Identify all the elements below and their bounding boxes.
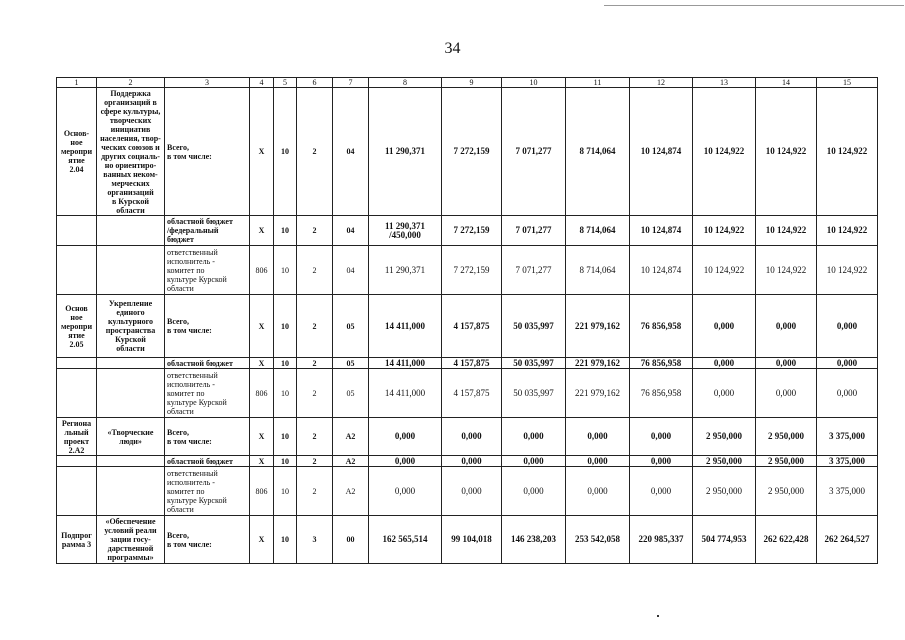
- header-row: [57, 78, 878, 88]
- table-cell: 10 124,922: [817, 246, 878, 295]
- table-row: [57, 216, 878, 246]
- table-cell: 10 124,874: [630, 88, 693, 216]
- table-cell: 2: [297, 216, 333, 246]
- table-cell: 162 565,514: [369, 516, 442, 564]
- table-cell: 4 157,875: [442, 358, 502, 369]
- table-cell: 2: [297, 456, 333, 467]
- table-cell: 05: [333, 295, 369, 358]
- table-cell: 10 124,922: [756, 88, 817, 216]
- table-cell: 10 124,922: [693, 88, 756, 216]
- budget-table: [56, 77, 878, 564]
- column-header: 7: [333, 78, 369, 88]
- table-cell: 04: [333, 88, 369, 216]
- table-cell: 10: [274, 467, 297, 516]
- table-cell: Основ ное меропри ятие 2.05: [57, 295, 97, 358]
- table-cell: 0,000: [817, 295, 878, 358]
- table-cell: [57, 358, 97, 369]
- table-cell: 7 272,159: [442, 246, 502, 295]
- table-cell: Укрепление единого культурного пространства Курской области: [97, 295, 165, 358]
- table-cell: 253 542,058: [566, 516, 630, 564]
- table-row: [57, 295, 878, 358]
- table-cell: 10 124,922: [756, 246, 817, 295]
- table-cell: «Обеспечение условий реали зации госу- дарственной программы»: [97, 516, 165, 564]
- table-cell: [97, 216, 165, 246]
- table-cell: 4 157,875: [442, 295, 502, 358]
- column-header: 13: [693, 78, 756, 88]
- table-cell: 0,000: [566, 456, 630, 467]
- table-cell: 0,000: [502, 418, 566, 456]
- column-header: 11: [566, 78, 630, 88]
- table-cell: 3 375,000: [817, 456, 878, 467]
- table-cell: [57, 246, 97, 295]
- table-cell: Х: [250, 295, 274, 358]
- table-cell: 10: [274, 418, 297, 456]
- column-header: 12: [630, 78, 693, 88]
- table-cell: 0,000: [693, 369, 756, 418]
- table-cell: 50 035,997: [502, 358, 566, 369]
- table-cell: Х: [250, 456, 274, 467]
- page-number: 34: [444, 40, 461, 57]
- table-cell: 3 375,000: [817, 418, 878, 456]
- table-cell: областной бюджет: [165, 456, 250, 467]
- table-cell: 262 622,428: [756, 516, 817, 564]
- column-header: 6: [297, 78, 333, 88]
- table-cell: 11 290,371 /450,000: [369, 216, 442, 246]
- table-cell: 0,000: [369, 418, 442, 456]
- table-cell: [97, 358, 165, 369]
- table-cell: 2: [297, 88, 333, 216]
- column-header: 1: [57, 78, 97, 88]
- table-cell: ответственный исполнитель - комитет по культуре Курской области: [165, 369, 250, 418]
- table-body: [57, 88, 878, 564]
- table-cell: 0,000: [502, 456, 566, 467]
- table-cell: 00: [333, 516, 369, 564]
- table-cell: 2: [297, 418, 333, 456]
- table-cell: 2 950,000: [693, 456, 756, 467]
- table-cell: 10: [274, 246, 297, 295]
- table-cell: [57, 456, 97, 467]
- table-cell: Всего, в том числе:: [165, 88, 250, 216]
- table-cell: Региона льный проект 2.А2: [57, 418, 97, 456]
- table-cell: 05: [333, 369, 369, 418]
- table-cell: 0,000: [817, 369, 878, 418]
- table-cell: 504 774,953: [693, 516, 756, 564]
- table-cell: ответственный исполнитель - комитет по культуре Курской области: [165, 467, 250, 516]
- table-cell: 0,000: [442, 467, 502, 516]
- table-cell: 220 985,337: [630, 516, 693, 564]
- table-row: [57, 418, 878, 456]
- table-cell: [57, 216, 97, 246]
- table-cell: 14 411,000: [369, 358, 442, 369]
- table-cell: 0,000: [756, 295, 817, 358]
- column-header: 3: [165, 78, 250, 88]
- table-cell: 2: [297, 295, 333, 358]
- table-cell: 50 035,997: [502, 295, 566, 358]
- table-cell: 99 104,018: [442, 516, 502, 564]
- table-cell: 7 071,277: [502, 88, 566, 216]
- table-cell: Х: [250, 516, 274, 564]
- table-cell: 3: [297, 516, 333, 564]
- table-cell: 0,000: [756, 369, 817, 418]
- table-cell: 0,000: [817, 358, 878, 369]
- table-cell: 2: [297, 467, 333, 516]
- table-cell: 0,000: [630, 467, 693, 516]
- table-cell: 221 979,162: [566, 369, 630, 418]
- column-header: 5: [274, 78, 297, 88]
- table-cell: [97, 456, 165, 467]
- table-cell: 0,000: [369, 467, 442, 516]
- column-header: 4: [250, 78, 274, 88]
- table-row: [57, 246, 878, 295]
- table-cell: 0,000: [693, 295, 756, 358]
- table-cell: 0,000: [756, 358, 817, 369]
- table-cell: 10: [274, 516, 297, 564]
- table-cell: 7 272,159: [442, 88, 502, 216]
- table-row: [57, 88, 878, 216]
- table-row: [57, 369, 878, 418]
- table-cell: 14 411,000: [369, 369, 442, 418]
- table-cell: 0,000: [566, 418, 630, 456]
- table-cell: [57, 369, 97, 418]
- table-cell: 10: [274, 456, 297, 467]
- table-cell: 76 856,958: [630, 358, 693, 369]
- table-cell: 806: [250, 246, 274, 295]
- column-header: 14: [756, 78, 817, 88]
- table-cell: 806: [250, 369, 274, 418]
- table-cell: 0,000: [369, 456, 442, 467]
- table-cell: Основ- ное меропри ятие 2.04: [57, 88, 97, 216]
- table-cell: 2 950,000: [693, 418, 756, 456]
- table-cell: 221 979,162: [566, 358, 630, 369]
- table-cell: А2: [333, 456, 369, 467]
- table-cell: 0,000: [630, 418, 693, 456]
- table-cell: 2: [297, 246, 333, 295]
- table-row: [57, 516, 878, 564]
- table-cell: Поддержка организаций в сфере культуры, творческих инициатив населения, твор- ческих союзов и других социаль- но ориентиро- ванных неком- мерческих организаций в Курской области: [97, 88, 165, 216]
- table-cell: 04: [333, 216, 369, 246]
- table-cell: 2 950,000: [693, 467, 756, 516]
- table-cell: 10 124,922: [756, 216, 817, 246]
- table-cell: 11 290,371: [369, 88, 442, 216]
- table-cell: 8 714,064: [566, 246, 630, 295]
- table-cell: областной бюджет: [165, 358, 250, 369]
- table-cell: 10 124,922: [817, 216, 878, 246]
- table-cell: Подпрог рамма 3: [57, 516, 97, 564]
- table-cell: [97, 246, 165, 295]
- table-cell: 806: [250, 467, 274, 516]
- table-cell: 10 124,922: [693, 246, 756, 295]
- table-cell: 7 071,277: [502, 246, 566, 295]
- table-cell: 10 124,874: [630, 216, 693, 246]
- table-cell: 0,000: [442, 418, 502, 456]
- table-cell: 04: [333, 246, 369, 295]
- table-cell: 10: [274, 295, 297, 358]
- table-cell: 10 124,922: [817, 88, 878, 216]
- table-cell: 2: [297, 369, 333, 418]
- page-mark: [657, 615, 659, 617]
- table-cell: 10: [274, 216, 297, 246]
- table-cell: 0,000: [693, 358, 756, 369]
- column-header: 8: [369, 78, 442, 88]
- table-cell: 0,000: [630, 456, 693, 467]
- top-rule: [604, 5, 904, 6]
- table-cell: 2 950,000: [756, 418, 817, 456]
- table-cell: 3 375,000: [817, 467, 878, 516]
- table-cell: 2 950,000: [756, 467, 817, 516]
- table-cell: 14 411,000: [369, 295, 442, 358]
- table-cell: «Творческие люди»: [97, 418, 165, 456]
- table-cell: Х: [250, 216, 274, 246]
- table-cell: Х: [250, 418, 274, 456]
- column-header: 10: [502, 78, 566, 88]
- table-cell: 10: [274, 358, 297, 369]
- table-cell: 7 272,159: [442, 216, 502, 246]
- table-cell: Всего, в том числе:: [165, 516, 250, 564]
- table-cell: 262 264,527: [817, 516, 878, 564]
- table-cell: 10 124,874: [630, 246, 693, 295]
- table-cell: [97, 467, 165, 516]
- table-cell: Всего, в том числе:: [165, 295, 250, 358]
- table-cell: Х: [250, 88, 274, 216]
- table-row: [57, 358, 878, 369]
- table-cell: А2: [333, 418, 369, 456]
- column-header: 9: [442, 78, 502, 88]
- table-cell: Всего, в том числе:: [165, 418, 250, 456]
- table-cell: 2: [297, 358, 333, 369]
- table-cell: областной бюджет /федеральный бюджет: [165, 216, 250, 246]
- table-cell: 11 290,371: [369, 246, 442, 295]
- column-header: 15: [817, 78, 878, 88]
- table-cell: 10: [274, 369, 297, 418]
- table-cell: 05: [333, 358, 369, 369]
- table-cell: 0,000: [502, 467, 566, 516]
- table-row: [57, 456, 878, 467]
- table-cell: 0,000: [566, 467, 630, 516]
- table-cell: 76 856,958: [630, 369, 693, 418]
- table-cell: 7 071,277: [502, 216, 566, 246]
- column-header: 2: [97, 78, 165, 88]
- table-row: [57, 467, 878, 516]
- table-cell: 10: [274, 88, 297, 216]
- table-cell: 50 035,997: [502, 369, 566, 418]
- table-cell: ответственный исполнитель - комитет по культуре Курской области: [165, 246, 250, 295]
- table-cell: 221 979,162: [566, 295, 630, 358]
- table-cell: 2 950,000: [756, 456, 817, 467]
- table-cell: 0,000: [442, 456, 502, 467]
- table-cell: 8 714,064: [566, 88, 630, 216]
- table-cell: Х: [250, 358, 274, 369]
- table-cell: [97, 369, 165, 418]
- table-cell: [57, 467, 97, 516]
- table-cell: 8 714,064: [566, 216, 630, 246]
- table-cell: А2: [333, 467, 369, 516]
- table-cell: 10 124,922: [693, 216, 756, 246]
- table-cell: 146 238,203: [502, 516, 566, 564]
- table-cell: 4 157,875: [442, 369, 502, 418]
- table-cell: 76 856,958: [630, 295, 693, 358]
